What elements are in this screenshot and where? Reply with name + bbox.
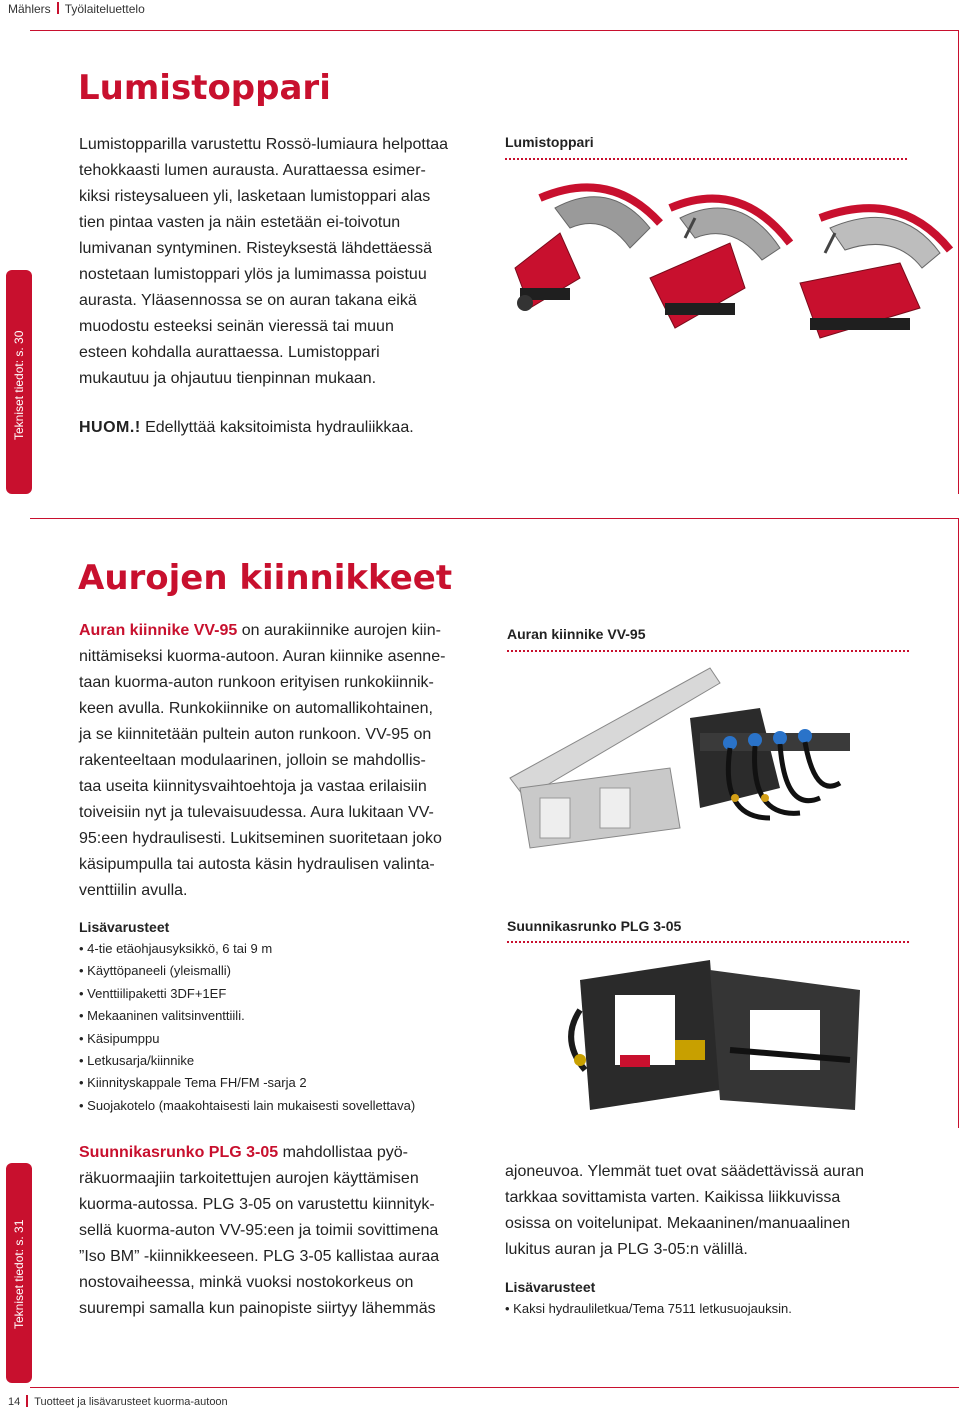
spec-tab-label: Tekniset tiedot: s. 31 (12, 1219, 26, 1329)
text-line: nostovaiheessa, minkä vuoksi nostokorkeus on (79, 1274, 414, 1291)
text-line: mukautuu ja ohjautuu tienpinnan mukaan. (79, 370, 377, 387)
text-line-rest: on aurakiinnike aurojen kiin- (237, 622, 441, 639)
list-item: • Kiinnityskappale Tema FH/FM -sarja 2 (79, 1072, 499, 1094)
text-line (79, 618, 499, 644)
list-item: • Kaksi hydrauliletkua/Tema 7511 letkusuojauksin. (505, 1298, 925, 1320)
header-divider (57, 2, 59, 14)
text-line: tehokkaasti lumen aurausta. Aurattaessa esimer- (79, 162, 426, 179)
vv95-mount-photo (500, 648, 860, 888)
list-item: • 4-tie etäohjausyksikkö, 6 tai 9 m (79, 938, 499, 960)
note-label: HUOM.! (79, 419, 141, 436)
section-frame-right (958, 518, 959, 1128)
text-line-rest: mahdollistaa pyö- (278, 1144, 408, 1161)
vv95-description (79, 618, 499, 904)
text-line: 95:een hydraulisesti. Lukitseminen suoritetaan joko (79, 830, 442, 847)
text-line: käsipumpulla tai autosta käsin hydraulisen valinta- (79, 856, 435, 873)
lumistoppari-description (79, 132, 499, 392)
plow-2 (650, 199, 790, 328)
text-line: taa useita kiinnitysvaihtoehtoja ja vastaa erilaisiin (79, 778, 427, 795)
plg305-frame-photo (560, 940, 880, 1130)
text-line: lumivanan syntyminen. Risteyksestä lähdettäessä (79, 240, 433, 257)
spec-tab-label: Tekniset tiedot: s. 30 (12, 330, 26, 440)
text-line: sellä kuorma-auton VV-95:een ja toimii sovittimena (79, 1222, 439, 1239)
section-title-lumistoppari: Lumistoppari (78, 68, 331, 108)
text-line: toiveisiin nyt ja tulevaisuudessa. Aura lukitaan VV- (79, 804, 434, 821)
list-item: • Suojakotelo (maakohtaisesti lain mukaisesti sovellettava) (79, 1095, 499, 1117)
image-caption-lumistoppari: Lumistoppari (505, 134, 594, 150)
plg305-highlight: Suunnikasrunko PLG 3-05 (79, 1144, 279, 1161)
text-line: osissa on voitelunipat. Mekaaninen/manuaalinen (505, 1215, 851, 1232)
text-line: ”Iso BM” -kiinnikkeeseen. PLG 3-05 kallistaa auraa (79, 1248, 440, 1265)
plg-accessories-list (505, 1298, 925, 1320)
footer-divider (26, 1395, 28, 1407)
text-line: esteen kohdalla aurattaessa. Lumistoppari (79, 344, 380, 361)
vv95-highlight: Auran kiinnike VV-95 (79, 622, 238, 639)
note-text: Edellyttää kaksitoimista hydrauliikkaa. (140, 419, 414, 436)
text-line: suurempi samalla kun painopiste siirtyy lähemmäs (79, 1300, 436, 1317)
plow-3 (800, 208, 950, 338)
list-item: • Venttiilipaketti 3DF+1EF (79, 983, 499, 1005)
snow-plow-photo (500, 168, 960, 368)
text-line: muodostu esteeksi seinän vieressä tai muun (79, 318, 394, 335)
plg-accessories-title: Lisävarusteet (505, 1279, 596, 1295)
accessories-title: Lisävarusteet (79, 919, 170, 935)
list-item: • Käsipumppu (79, 1028, 499, 1050)
brand-name: Mählers (8, 2, 51, 16)
text-line (79, 1140, 499, 1166)
list-item: • Käyttöpaneeli (yleismalli) (79, 960, 499, 982)
text-line: rakenteeltaan modulaarinen, jolloin se mahdollis- (79, 752, 426, 769)
plg305-description-left (79, 1140, 499, 1322)
text-line: keen avulla. Runkokiinnike on automallikohtainen, (79, 700, 433, 717)
accessories-list (79, 938, 499, 1117)
plg305-description-right (505, 1159, 925, 1263)
text-line: venttiilin avulla. (79, 882, 188, 899)
page-number: 14 (8, 1396, 21, 1408)
catalog-name: Työlaiteluettelo (64, 2, 145, 16)
text-line: kiksi risteysalueen yli, lasketaan lumistoppari alas (79, 188, 431, 205)
text-line: räkuormaajiin tarkoitettujen aurojen käyttämisen (79, 1170, 419, 1187)
text-line: ja se kiinnitetään pultein auton runkoon. VV-95 on (79, 726, 432, 743)
text-line: ajoneuvoa. Ylemmät tuet ovat säädettävissä auran (505, 1163, 865, 1180)
spec-tab-31 (6, 1163, 32, 1383)
hydraulics-note (79, 415, 499, 441)
text-line: nostetaan lumistoppari ylös ja lumimassa poistuu (79, 266, 427, 283)
image-caption-vv95: Auran kiinnike VV-95 (507, 626, 646, 642)
list-item: • Letkusarja/kiinnike (79, 1050, 499, 1072)
page-footer (8, 1395, 228, 1408)
plow-1 (515, 187, 660, 311)
spec-tab-30 (6, 270, 32, 494)
text-line: kuorma-autossa. PLG 3-05 on varustettu kiinnityk- (79, 1196, 435, 1213)
text-line: nittämiseksi kuorma-autoon. Auran kiinnike asenne- (79, 648, 446, 665)
text-line: tarkkaa sovittamista varten. Kaikissa liikkuvissa (505, 1189, 841, 1206)
section-title-kiinnikkeet: Aurojen kiinnikkeet (78, 558, 453, 598)
list-item: • Mekaaninen valitsinventtiili. (79, 1005, 499, 1027)
image-caption-plg305: Suunnikasrunko PLG 3-05 (507, 918, 682, 934)
text-line: lukitus auran ja PLG 3-05:n välillä. (505, 1241, 748, 1258)
text-line: tien pintaa vasten ja näin estetään ei-toivotun (79, 214, 401, 231)
text-line: Lumistopparilla varustettu Rossö-lumiaura helpottaa (79, 136, 449, 153)
footer-text: Tuotteet ja lisävarusteet kuorma-autoon (34, 1396, 228, 1408)
page-header (8, 2, 145, 16)
text-line: taan kuorma-auton runkoon erityisen runkokiinnik- (79, 674, 434, 691)
text-line: aurasta. Yläasennossa se on auran takana eikä (79, 292, 417, 309)
caption-divider (505, 158, 907, 160)
